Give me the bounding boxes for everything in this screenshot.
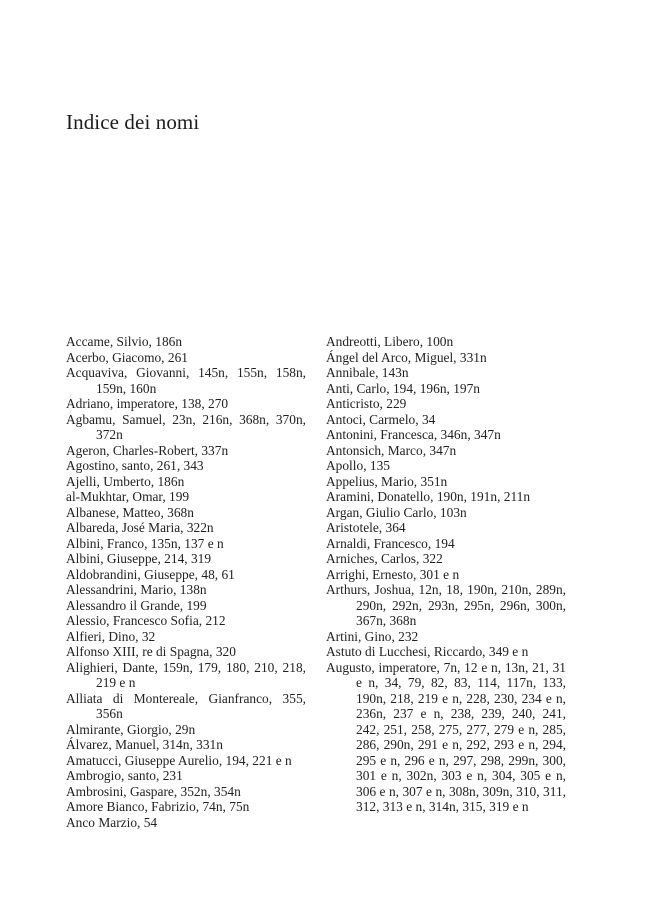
index-entry: Appelius, Mario, 351n	[326, 473, 448, 489]
index-entry: Arnaldi, Francesco, 194	[326, 535, 455, 551]
index-entry: Alfonso XIII, re di Spagna, 320	[66, 644, 236, 659]
index-entry: Arniches, Carlos, 322	[326, 551, 443, 566]
index-entry: Andreotti, Libero, 100n	[326, 334, 454, 349]
page-title: Indice dei nomi	[66, 110, 200, 134]
index-entry: Augusto, imperatore, 7n, 12 e n, 13n, 21, 31 e n, 34, 79, 82, 83, 114, 117n, 133, 190n, 218, 219 e n, 228, 230, 234 e n, 236n, 237 e n, 238, 239, 240, 241, 242, 251, 258, 275, 277, 279 e n, 285, 286, 290n, 291 e n, 292, 293 e n, 294, 295 e n, 296 e n, 297, 298, 299n, 300, 301 e n, 302n, 303 e n, 304, 305 e n, 306 e n, 307 e n, 308n, 309n, 310, 311, 312, 313 e n, 314n, 315, 319 e n	[326, 659, 566, 814]
index-entry: Ambrogio, santo, 231	[66, 768, 183, 783]
index-entry: Artini, Gino, 232	[326, 628, 419, 644]
index-entry: Apollo, 135	[326, 458, 390, 473]
index-entry: Ambrosini, Gaspare, 352n, 354n	[66, 783, 241, 799]
index-entry: Almirante, Giorgio, 29n	[66, 721, 196, 737]
index-entry: Albini, Giuseppe, 214, 319	[66, 551, 212, 566]
index-entry: Albanese, Matteo, 368n	[66, 504, 194, 520]
index-column-right	[326, 334, 566, 815]
index-entry: Adriano, imperatore, 138, 270	[66, 396, 229, 411]
index-entry: Anticristo, 229	[326, 396, 407, 411]
index-entry: Ángel del Arco, Miguel, 331n	[326, 349, 487, 365]
index-entry: Alliata di Montereale, Gianfranco, 355, 356n	[66, 690, 306, 721]
index-entry: Albareda, José Maria, 322n	[66, 520, 214, 535]
index-entry: Alessandro il Grande, 199	[66, 597, 207, 613]
index-entry: Antonsich, Marco, 347n	[326, 442, 457, 458]
index-entry: Antonini, Francesca, 346n, 347n	[326, 427, 501, 442]
index-entry: Agbamu, Samuel, 23n, 216n, 368n, 370n, 372n	[66, 411, 306, 442]
index-entry: Aristotele, 364	[326, 520, 406, 535]
index-entry: Alessandrini, Mario, 138n	[66, 582, 207, 597]
index-entry: Acquaviva, Giovanni, 145n, 155n, 158n, 159n, 160n	[66, 365, 306, 396]
index-entry: Agostino, santo, 261, 343	[66, 458, 204, 473]
index-entry: Astuto di Lucchesi, Riccardo, 349 e n	[326, 644, 529, 659]
index-entry: al-Mukhtar, Omar, 199	[66, 489, 190, 504]
index-entry: Albini, Franco, 135n, 137 e n	[66, 535, 224, 551]
index-entry: Antoci, Carmelo, 34	[326, 411, 436, 427]
index-column-left	[66, 334, 306, 830]
index-entry: Alessio, Francesco Sofia, 212	[66, 613, 226, 628]
index-entry: Acerbo, Giacomo, 261	[66, 349, 188, 365]
index-entry: Ageron, Charles-Robert, 337n	[66, 442, 229, 458]
index-entry: Amatucci, Giuseppe Aurelio, 194, 221 e n	[66, 752, 292, 768]
index-entry: Arrighi, Ernesto, 301 e n	[326, 566, 460, 582]
index-entry: Ajelli, Umberto, 186n	[66, 473, 185, 489]
index-entry: Alfieri, Dino, 32	[66, 628, 156, 644]
index-entry: Aramini, Donatello, 190n, 191n, 211n	[326, 489, 531, 504]
index-entry: Alighieri, Dante, 159n, 179, 180, 210, 218, 219 e n	[66, 659, 306, 690]
index-entry: Arthurs, Joshua, 12n, 18, 190n, 210n, 289n, 290n, 292n, 293n, 295n, 296n, 300n, 367n, 368n	[326, 582, 566, 628]
index-entry: Accame, Silvio, 186n	[66, 334, 183, 349]
index-entry: Anco Marzio, 54	[66, 814, 158, 830]
index-entry: Annibale, 143n	[326, 365, 409, 380]
index-entry: Argan, Giulio Carlo, 103n	[326, 504, 467, 520]
index-entry: Amore Bianco, Fabrizio, 74n, 75n	[66, 799, 250, 814]
index-entry: Anti, Carlo, 194, 196n, 197n	[326, 380, 480, 396]
index-entry: Álvarez, Manuel, 314n, 331n	[66, 737, 223, 752]
index-entry: Aldobrandini, Giuseppe, 48, 61	[66, 566, 235, 582]
